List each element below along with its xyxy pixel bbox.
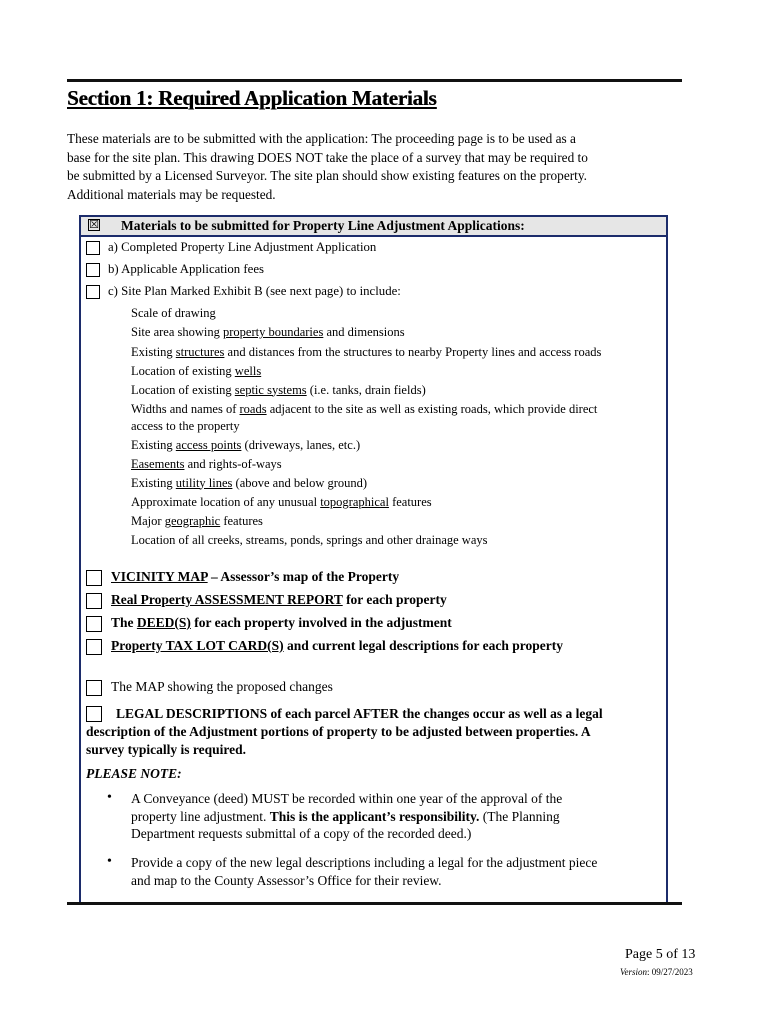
legal-line: description of the Adjustment portions of property to be adjusted between properties. A bbox=[86, 724, 591, 739]
underlined-term: DEED(S) bbox=[136, 615, 191, 630]
page-number: Page 5 of 13 bbox=[625, 947, 696, 962]
req-structures bbox=[131, 344, 661, 363]
text: Widths and names of bbox=[131, 401, 240, 416]
bullet-line: A Conveyance (deed) MUST be recorded within one year of the approval of the bbox=[131, 791, 563, 806]
intro-line: be submitted by a Licensed Surveyor. The site plan should show existing features on the property. bbox=[67, 168, 587, 183]
underlined-term: Easements bbox=[131, 456, 185, 471]
vicinity-map-label bbox=[111, 569, 399, 585]
site-plan-requirements bbox=[131, 305, 661, 551]
text: and current legal descriptions for each property bbox=[283, 638, 563, 653]
checkbox-item-b[interactable] bbox=[86, 263, 100, 277]
deeds-label bbox=[111, 615, 452, 631]
text: features bbox=[388, 494, 432, 509]
text: (The Planning bbox=[479, 808, 560, 824]
req-easements bbox=[131, 456, 661, 475]
underlined-term: topographical bbox=[320, 494, 389, 509]
text: Location of existing bbox=[131, 363, 235, 378]
text: for each property bbox=[342, 592, 447, 607]
checkbox-tax-lot-cards[interactable] bbox=[86, 639, 102, 655]
item-c-label: c) Site Plan Marked Exhibit B (see next page) to include: bbox=[108, 284, 401, 298]
req-site-area bbox=[131, 324, 661, 344]
bullet-line: and map to the County Assessor’s Office for their review. bbox=[131, 872, 442, 888]
underlined-term: VICINITY MAP bbox=[111, 569, 208, 584]
req-roads-continued: access to the property bbox=[131, 418, 240, 433]
underlined-term: Real Property ASSESSMENT REPORT bbox=[111, 592, 343, 607]
checkbox-map-changes[interactable] bbox=[86, 680, 102, 696]
intro-line: base for the site plan. This drawing DOES NOT take the place of a survey that may be required to bbox=[67, 149, 588, 165]
text: property line adjustment. bbox=[131, 808, 270, 824]
underlined-term: roads bbox=[239, 401, 267, 416]
text: (driveways, lanes, etc.) bbox=[241, 437, 361, 452]
underlined-term: wells bbox=[234, 363, 262, 378]
underlined-term: property boundaries bbox=[223, 325, 324, 339]
req-septic bbox=[131, 382, 661, 401]
section-title: Section 1: Required Application Materials bbox=[67, 86, 437, 110]
checkbox-assessment-report[interactable] bbox=[86, 593, 102, 609]
tax-lot-cards-label bbox=[111, 638, 563, 654]
text: and dimensions bbox=[323, 325, 405, 339]
underlined-term: Property TAX LOT CARD(S) bbox=[111, 638, 284, 653]
underlined-term: access points bbox=[175, 437, 242, 452]
checkbox-vicinity-map[interactable] bbox=[86, 570, 102, 586]
intro-line: These materials are to be submitted with the application: The proceeding page is to be used as a bbox=[67, 131, 576, 146]
text: – Assessor’s map of the Property bbox=[207, 569, 400, 584]
bullet-line bbox=[131, 808, 666, 826]
text: features bbox=[220, 514, 263, 528]
emphasis: This is the applicant’s responsibility. bbox=[269, 808, 480, 824]
bottom-divider bbox=[67, 902, 682, 905]
req-topographical bbox=[131, 494, 661, 514]
text: (above and below ground) bbox=[232, 475, 368, 490]
bullet-conveyance bbox=[131, 790, 666, 843]
req-access-points bbox=[131, 437, 661, 456]
version-date: : 09/27/2023 bbox=[647, 967, 693, 977]
bullet-marker: • bbox=[107, 854, 112, 869]
materials-header-text: Materials to be submitted for Property Line Adjustment Applications: bbox=[121, 218, 525, 233]
checkbox-item-c[interactable] bbox=[86, 285, 100, 299]
text: Existing bbox=[131, 344, 176, 359]
checkbox-deeds[interactable] bbox=[86, 616, 102, 632]
text: (i.e. tanks, drain fields) bbox=[306, 382, 426, 397]
intro-line: Additional materials may be requested. bbox=[67, 186, 276, 202]
map-changes-label: The MAP showing the proposed changes bbox=[111, 679, 333, 694]
please-note-heading: PLEASE NOTE: bbox=[86, 766, 182, 781]
assessment-report-label bbox=[111, 592, 447, 608]
version-stamp bbox=[620, 967, 693, 977]
intro-paragraph bbox=[67, 130, 677, 204]
text: for each property involved in the adjustment bbox=[190, 615, 452, 630]
bullet-marker: • bbox=[107, 790, 112, 805]
req-scale: Scale of drawing bbox=[131, 306, 216, 320]
text: Site area showing bbox=[131, 325, 223, 339]
text: Approximate location of any unusual bbox=[131, 494, 321, 509]
req-creeks: Location of all creeks, streams, ponds, springs and other drainage ways bbox=[131, 533, 488, 547]
text: The bbox=[111, 615, 137, 630]
underlined-term: geographic bbox=[164, 514, 221, 528]
req-geographic bbox=[131, 513, 661, 532]
text: and rights-of-ways bbox=[184, 456, 282, 471]
bullet-line: Department requests submittal of a copy of the recorded deed.) bbox=[131, 826, 472, 841]
underlined-term: septic systems bbox=[234, 382, 307, 397]
text: Major bbox=[131, 514, 165, 528]
top-divider bbox=[67, 79, 682, 82]
item-b-label: b) Applicable Application fees bbox=[108, 262, 265, 276]
req-roads bbox=[131, 401, 661, 418]
item-a-label: a) Completed Property Line Adjustment Application bbox=[108, 240, 377, 254]
version-label: Version bbox=[620, 967, 647, 977]
checkbox-item-a[interactable] bbox=[86, 241, 100, 255]
underlined-term: structures bbox=[175, 344, 225, 359]
text: Existing bbox=[131, 437, 176, 452]
underlined-term: utility lines bbox=[175, 475, 233, 490]
req-utility-lines bbox=[131, 475, 661, 494]
text: Location of existing bbox=[131, 382, 235, 397]
legal-line: LEGAL DESCRIPTIONS of each parcel AFTER the changes occur as well as a legal bbox=[116, 706, 603, 721]
header-checked-box[interactable]: ☒ bbox=[89, 218, 99, 231]
legal-line: survey typically is required. bbox=[86, 742, 247, 757]
text: adjacent to the site as well as existing roads, which provide direct bbox=[266, 401, 598, 416]
text: Existing bbox=[131, 475, 176, 490]
text: and distances from the structures to nearby Property lines and access roads bbox=[224, 344, 602, 359]
bullet-legal-copy bbox=[131, 854, 666, 889]
legal-descriptions-text bbox=[86, 705, 666, 759]
bullet-line: Provide a copy of the new legal descriptions including a legal for the adjustment piece bbox=[131, 855, 598, 870]
req-wells bbox=[131, 363, 661, 382]
